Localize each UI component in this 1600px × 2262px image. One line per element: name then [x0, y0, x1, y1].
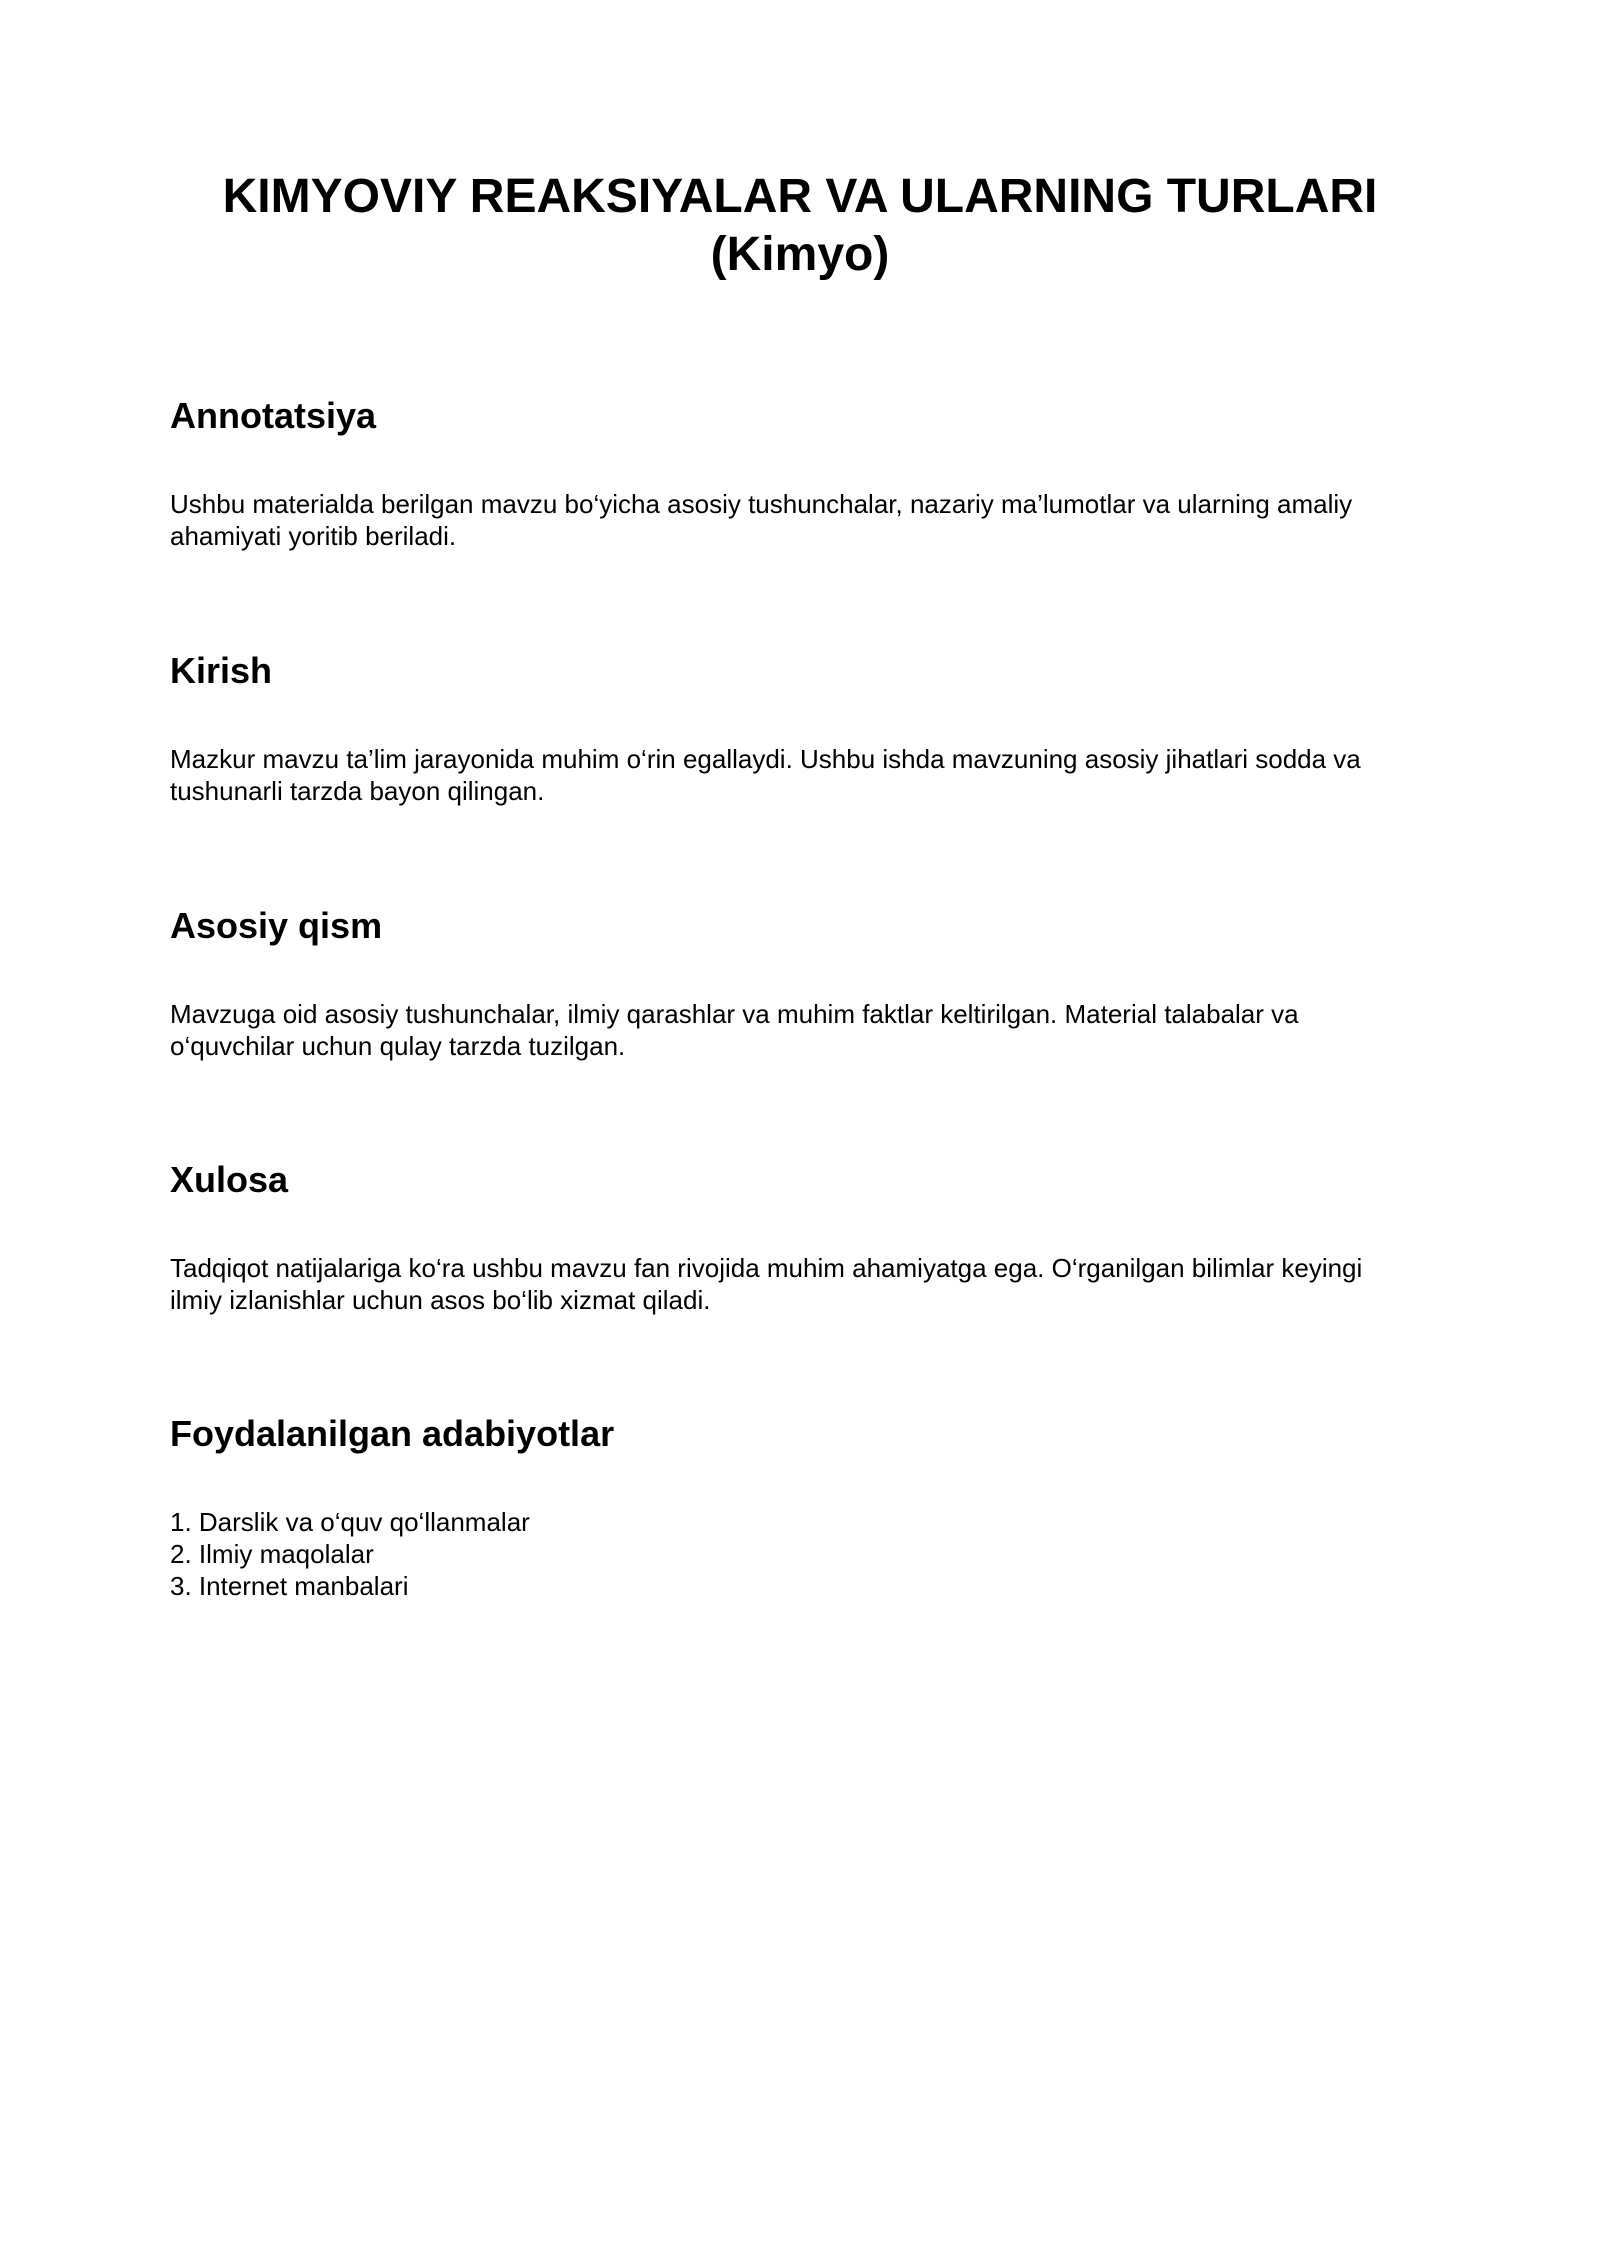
section-conclusion [170, 1158, 1440, 1316]
reference-item: 3. Internet manbalari [170, 1571, 409, 1601]
section-heading: Kirish [170, 650, 273, 691]
reference-item: 2. Ilmiy maqolalar [170, 1539, 374, 1569]
section-references [170, 1412, 1440, 1602]
paragraph-line: Mazkur mavzu ta’lim jarayonida muhim o‘rin egallaydi. Ushbu ishda mavzuning asosiy jihatlari sodda va [170, 744, 1361, 774]
paragraph-line: ilmiy izlanishlar uchun asos bo‘lib xizmat qiladi. [170, 1285, 711, 1315]
reference-list [170, 1506, 1440, 1602]
paragraph-line: ahamiyati yoritib beriladi. [170, 521, 457, 551]
title-line: KIMYOVIY REAKSIYALAR VA ULARNING TURLARI [222, 170, 1378, 223]
paragraph-line: Ushbu materialda berilgan mavzu bo‘yicha asosiy tushunchalar, nazariy ma’lumotlar va ularning amaliy [170, 489, 1353, 519]
section-heading: Annotatsiya [170, 395, 377, 436]
section-heading: Xulosa [170, 1159, 289, 1200]
paragraph-line: Tadqiqot natijalariga ko‘ra ushbu mavzu fan rivojida muhim ahamiyatga ega. O‘rganilgan bilimlar keyingi [170, 1253, 1363, 1283]
section-heading: Asosiy qism [170, 905, 383, 946]
section-paragraph [170, 998, 1440, 1062]
section-paragraph [170, 743, 1440, 807]
section-paragraph [170, 488, 1440, 552]
paragraph-line: Mavzuga oid asosiy tushunchalar, ilmiy qarashlar va muhim faktlar keltirilgan. Material talabalar va [170, 999, 1299, 1029]
section-main-part [170, 904, 1440, 1062]
paragraph-line: tushunarli tarzda bayon qilingan. [170, 776, 545, 806]
paragraph-line: o‘quvchilar uchun qulay tarzda tuzilgan. [170, 1031, 626, 1061]
section-heading: Foydalanilgan adabiyotlar [170, 1413, 615, 1454]
document-title [0, 168, 1600, 284]
section-annotation [170, 394, 1440, 552]
subject-line: (Kimyo) [710, 228, 890, 281]
section-introduction [170, 649, 1440, 807]
reference-item: 1. Darslik va o‘quv qo‘llanmalar [170, 1507, 530, 1537]
section-paragraph [170, 1252, 1440, 1316]
